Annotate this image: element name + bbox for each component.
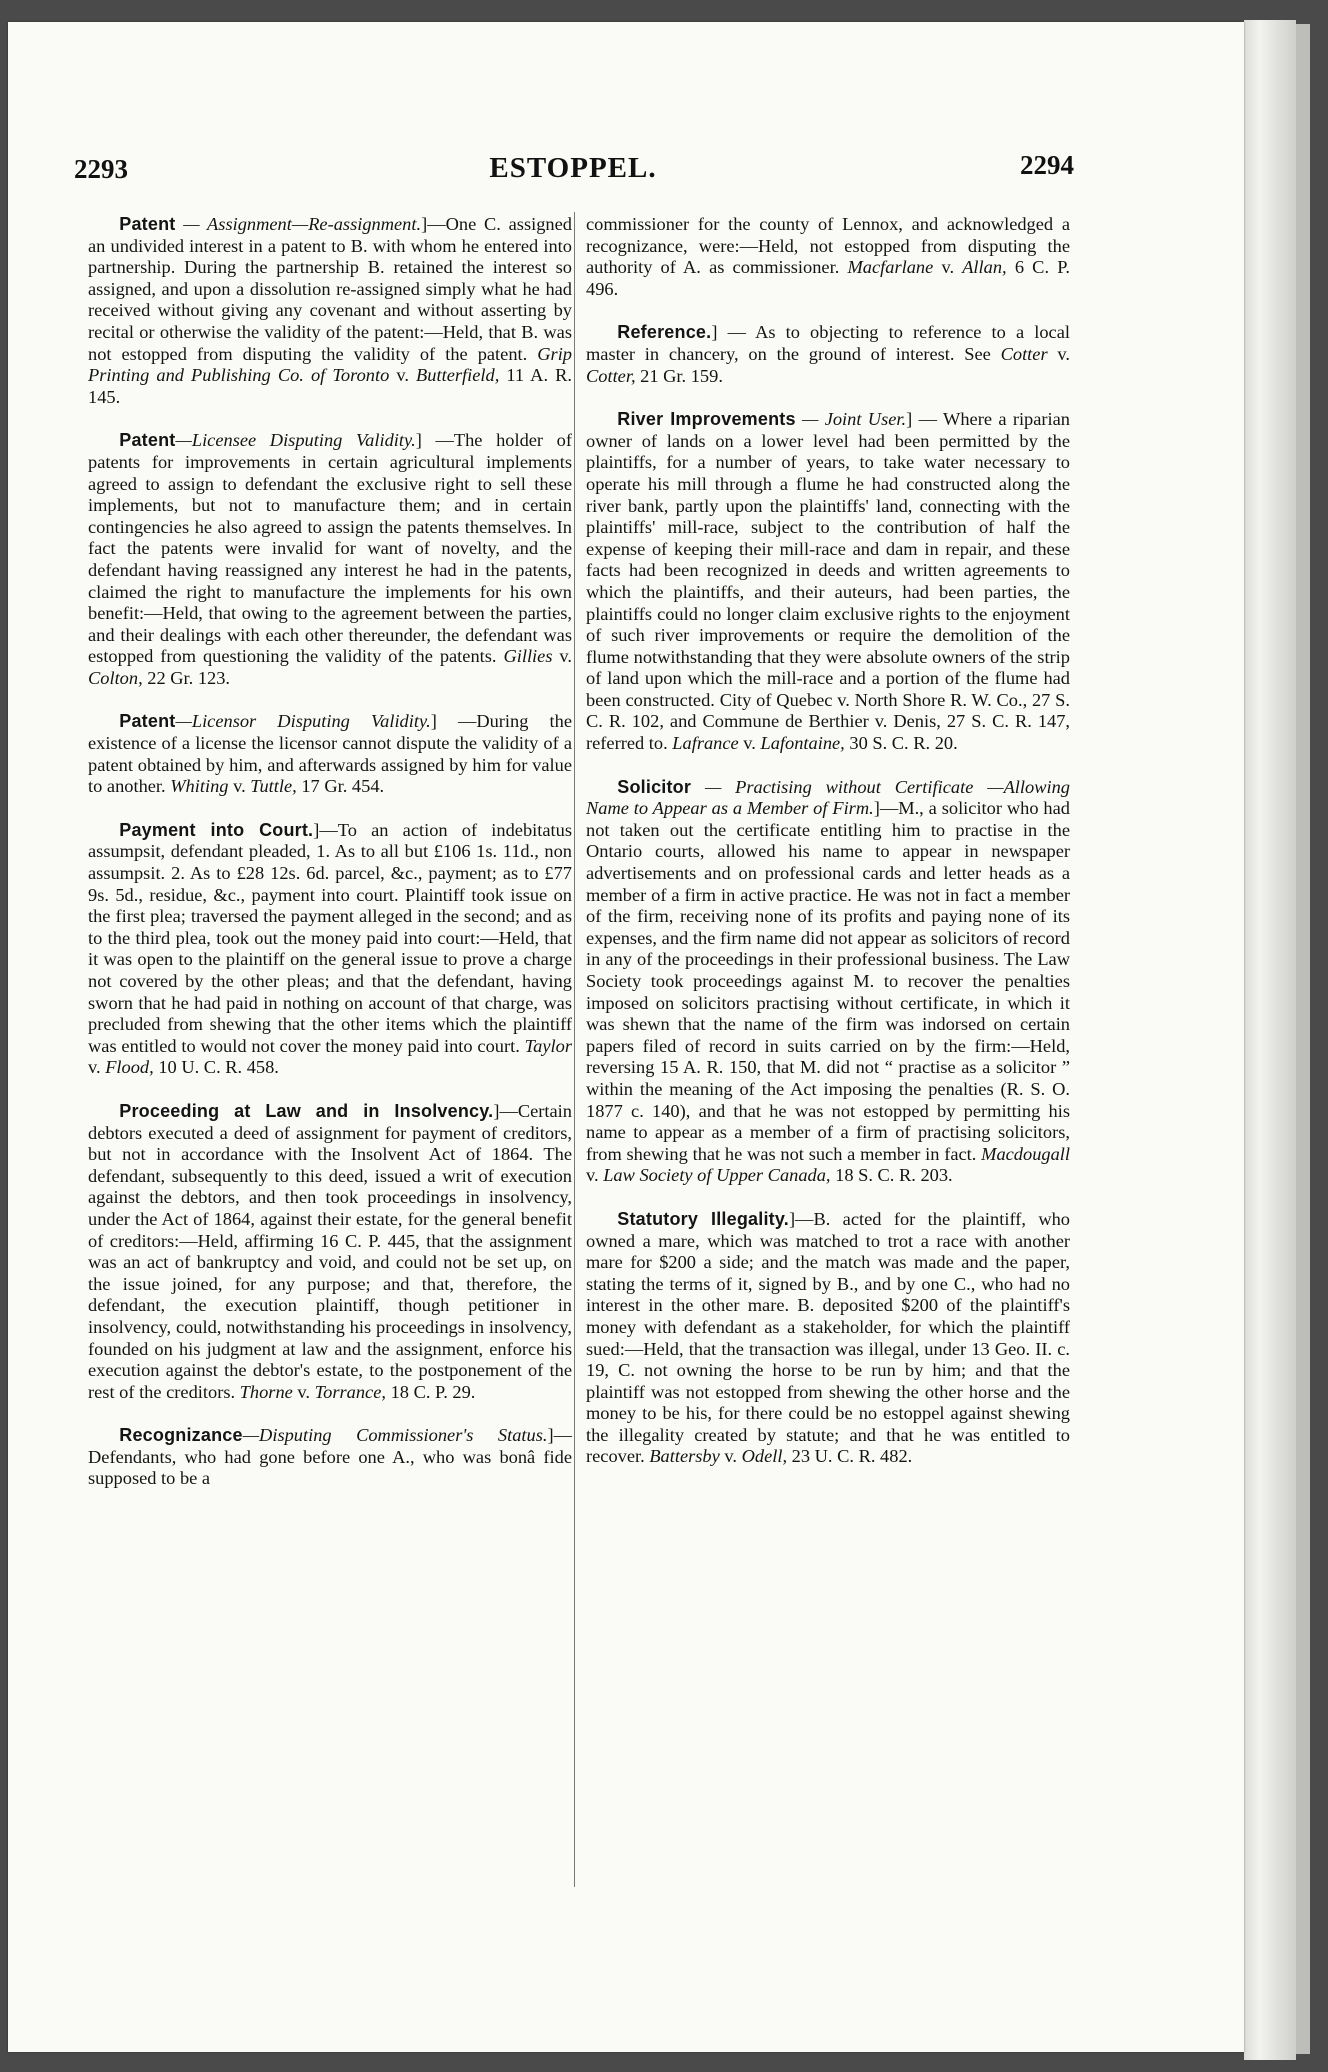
case-name-defendant: Torrance, <box>314 1381 386 1402</box>
case-reporter: 18 C. P. 29. <box>385 1381 476 1402</box>
case-name-defendant: Odell, <box>741 1446 788 1467</box>
entry-body: ] —During the existence of a license the licensor cannot dispute the validity of a patent obtained by him, and afterwards assigned by him for value to another. <box>88 711 572 797</box>
entry-subheading: —Licensee Disputing Validity. <box>175 430 416 451</box>
case-name-defendant: Cotter, <box>586 365 636 386</box>
page-number-right: 2294 <box>1020 150 1074 180</box>
entry-paragraph <box>88 430 572 689</box>
entry-subheading: —Disputing Commissioner's Status. <box>242 1425 548 1446</box>
column-divider <box>574 212 575 1887</box>
page-number-left: 2293 <box>74 154 128 184</box>
case-reporter: 21 Gr. 159. <box>635 365 723 386</box>
case-reporter: 22 Gr. 123. <box>142 667 231 688</box>
page-edge-shadow <box>1296 24 1310 2054</box>
entry-body: commissioner for the county of Lennox, and acknowledged a recognizance, were:—Held, not estopped from disputing the authority of A. as commissioner. <box>586 214 1070 278</box>
case-versus: v. <box>292 1381 315 1402</box>
case-versus: v. <box>933 257 963 278</box>
entry-body: ]—B. acted for the plaintiff, who owned a mare, which was matched to trot a race with another mare for $200 a side; and the match was made and the paper, stating the terms of it, signed by B., and by one C., who had no interest in the other mare. B. deposited $200 of the plaintiff's money with defendant as a stakeholder, for which the plaintiff sued:—Held, that the transaction was illegal, under 13 Geo. II. c. 19, C. not owning the horse to be run by him; and that the plaintiff was not estopped from shewing the other horse and the money to be his, for there could be no estoppel against shewing the illegality created by statute; and that he was entitled to recover. <box>586 1208 1071 1467</box>
case-versus: v. <box>738 733 761 754</box>
entry-paragraph <box>88 1425 572 1490</box>
case-versus: v. <box>88 1057 106 1078</box>
case-reporter: 23 U. C. R. 482. <box>787 1446 913 1467</box>
case-name-plaintiff: Gillies <box>503 646 553 667</box>
entry-body: ] —The holder of patents for improvements in certain agricultural implements agreed to assign to defendant the exclusive right to sell these implements, but not to manufacture them; and in certain contingencies he also agreed to assign the patents themselves. In fact the patents were invalid for want of novelty, and the defendant having reassigned any interest he had in the patents, claimed the right to manufacture the implements for his own benefit:—Held, that owing to the agreement between the parties, and their dealings with each other thereunder, the defendant was estopped from questioning the validity of the patents. <box>88 430 572 667</box>
left-column <box>88 214 572 1512</box>
entry-paragraph <box>88 711 572 797</box>
case-name-plaintiff: Grip Printing and Publishing Co. of Toronto <box>88 343 572 386</box>
case-name-plaintiff: Whiting <box>170 776 229 797</box>
case-name-plaintiff: Lafrance <box>672 733 739 754</box>
case-name-plaintiff: Battersby <box>649 1446 720 1467</box>
case-name-defendant: Tuttle, <box>250 776 297 797</box>
entry-body: ] — As to objecting to reference to a local master in chancery, on the ground of interest. See <box>586 322 1070 364</box>
page-header <box>68 152 1078 192</box>
case-reporter: 10 U. C. R. 458. <box>153 1057 279 1078</box>
entry-heading: Patent <box>119 430 176 451</box>
case-name-defendant: Flood, <box>105 1057 154 1078</box>
case-reporter: 6 C. P. 496. <box>586 257 1070 299</box>
entry-heading: Patent <box>119 214 176 234</box>
case-versus: v. <box>228 776 251 797</box>
entry-body: ]—To an action of indebitatus assumpsit, defendant pleaded, 1. As to all but £106 1s. 11d., non assumpsit. 2. As to £28 12s. 6d. parcel, &c., payment; as to £77 9s. 5d., residue, &c., payment into court. Plaintiff took issue on the first plea; traversed the payment alleged in the second; and as to the third plea, took out the money paid into court:—Held, that it was open to the plaintiff on the general issue to prove a charge not covered by the other pleas; and that the defendant, having sworn that he had paid in nothing on account of that charge, was precluded from shewing that the other items which the plaintiff was entitled to would not cover the money paid into court. <box>88 819 572 1056</box>
entry-paragraph <box>88 1101 572 1403</box>
case-versus: v. <box>586 1165 604 1186</box>
case-name-defendant: Law Society of Upper Canada, <box>603 1165 831 1186</box>
case-name-plaintiff: Taylor <box>524 1035 572 1056</box>
entry-paragraph <box>586 1209 1070 1468</box>
entry-subheading: —Licensor Disputing Validity. <box>175 711 431 732</box>
case-name-defendant: Allan, <box>962 257 1007 278</box>
entry-subheading: — Assignment—Re-assignment. <box>175 214 422 234</box>
entry-heading: Reference. <box>617 322 712 343</box>
entry-paragraph <box>586 214 1070 300</box>
case-versus: v. <box>552 646 573 667</box>
case-name-defendant: Butterfield, <box>416 365 500 386</box>
case-name-plaintiff: Macfarlane <box>847 257 934 278</box>
entry-paragraph <box>88 214 572 408</box>
case-reporter: 11 A. R. 145. <box>88 365 572 407</box>
entry-body: ] — Where a riparian owner of lands on a lower level had been permitted by the plaintiffs, for a number of years, to take water necessary to operate his mill through a flume he had constructed along the river bank, partly upon the plaintiffs' land, connecting with the plaintiffs' mill-race, subject to the contribution of half the expense of keeping their mill-race and dam in repair, and these facts had been recognized in deeds and written agreements to which the plaintiffs, and their auteurs, had been parties, the plaintiffs could no longer claim exclusive rights to the enjoyment of such river improvements or require the demolition of the flume notwithstanding that they were absolute owners of the strip of land upon which the mill-race and a portion of the flume had been constructed. City of Quebec v. North Shore R. W. Co., 27 S. C. R. 102, and Commune de Berthier v. Denis, 27 S. C. R. 147, referred to. <box>586 409 1070 754</box>
case-versus: v. <box>719 1446 742 1467</box>
entry-paragraph <box>586 322 1070 387</box>
case-name-plaintiff: Macdougall <box>981 1143 1070 1164</box>
entry-heading: Statutory Illegality. <box>617 1208 789 1229</box>
entry-paragraph <box>88 820 572 1079</box>
case-reporter: 30 S. C. R. 20. <box>844 733 958 754</box>
case-reporter: 18 S. C. R. 203. <box>830 1165 953 1186</box>
entry-subheading: — Practising without Certificate —Allowing Name to Appear as a Member of Firm. <box>586 776 1070 819</box>
entry-subheading: — Joint User. <box>795 409 907 430</box>
entry-paragraph <box>586 777 1070 1187</box>
entry-body: ]—One C. assigned an undivided interest in a patent to B. with whom he entered into partnership. During the partnership B. retained the interest so assigned, and upon a dissolution re-assigned simply what he had received without giving any covenant and without asserting by recital or otherwise the validity of the patent:—Held, that B. was not estopped from disputing the validity of the patent. <box>88 214 572 364</box>
case-name-defendant: Lafontaine, <box>760 733 845 754</box>
entry-heading: River Improvements <box>617 409 796 430</box>
entry-body: ]—Defendants, who had gone before one A., who was bonâ fide supposed to be a <box>88 1425 572 1489</box>
case-versus: v. <box>389 365 417 386</box>
entry-heading: Proceeding at Law and in Insolvency. <box>119 1100 494 1121</box>
entry-heading: Solicitor <box>617 776 692 797</box>
page-edge <box>1244 20 1296 2060</box>
running-title: ESTOPPEL. <box>489 152 657 184</box>
right-column <box>586 214 1070 1490</box>
entry-heading: Payment into Court. <box>119 819 314 840</box>
entry-paragraph <box>586 409 1070 755</box>
case-name-plaintiff: Cotter <box>1000 343 1048 364</box>
case-name-plaintiff: Thorne <box>239 1381 293 1402</box>
case-reporter: 17 Gr. 454. <box>296 776 385 797</box>
entry-body: ]—M., a solicitor who had not taken out the certificate entitling him to practise in the Ontario courts, allowed his name to appear in newspaper advertisements and on professional cards and letter heads as a member of a firm in active practice. He was not in fact a member of the firm, receiving none of its profits and paying none of its expenses, and the firm name did not appear as solicitors of record in any of the proceedings in their professional business. The Law Society took proceedings against M. to recover the penalties imposed on solicitors practising without certificate, in which it was shewn that the name of the firm was indorsed on certain papers filed of record in suits carried on by the firm:—Held, reversing 15 A. R. 150, that M. did not “ practise as a solicitor ” within the meaning of the Act imposing the penalties (R. S. O. 1877 c. 140), and that he was not estopped by permitting his name to appear as a member of a firm of practising solicitors, from shewing that he was not such a member in fact. <box>586 798 1070 1164</box>
case-name-defendant: Colton, <box>88 667 143 688</box>
entry-body: ]—Certain debtors executed a deed of assignment for payment of creditors, but not in accordance with the Insolvent Act of 1864. The defendant, subsequently to this deed, issued a writ of execution against the debtors, and then took proceedings in insolvency, under the Act of 1864, against their estate, for the general benefit of creditors:—Held, affirming 16 C. P. 445, that the assignment was an act of bankruptcy and void, and could not be set up, on the issue joined, for any purpose; and that, therefore, the defendant, the execution plaintiff, though petitioner in insolvency, could, notwithstanding his proceedings in insolvency, founded on his judgment at law and the assignment, enforce his execution against the debtor's estate, to the postponement of the rest of the creditors. <box>88 1100 572 1402</box>
entry-heading: Recognizance <box>119 1425 243 1446</box>
case-versus: v. <box>1047 343 1070 364</box>
entry-heading: Patent <box>119 711 176 732</box>
